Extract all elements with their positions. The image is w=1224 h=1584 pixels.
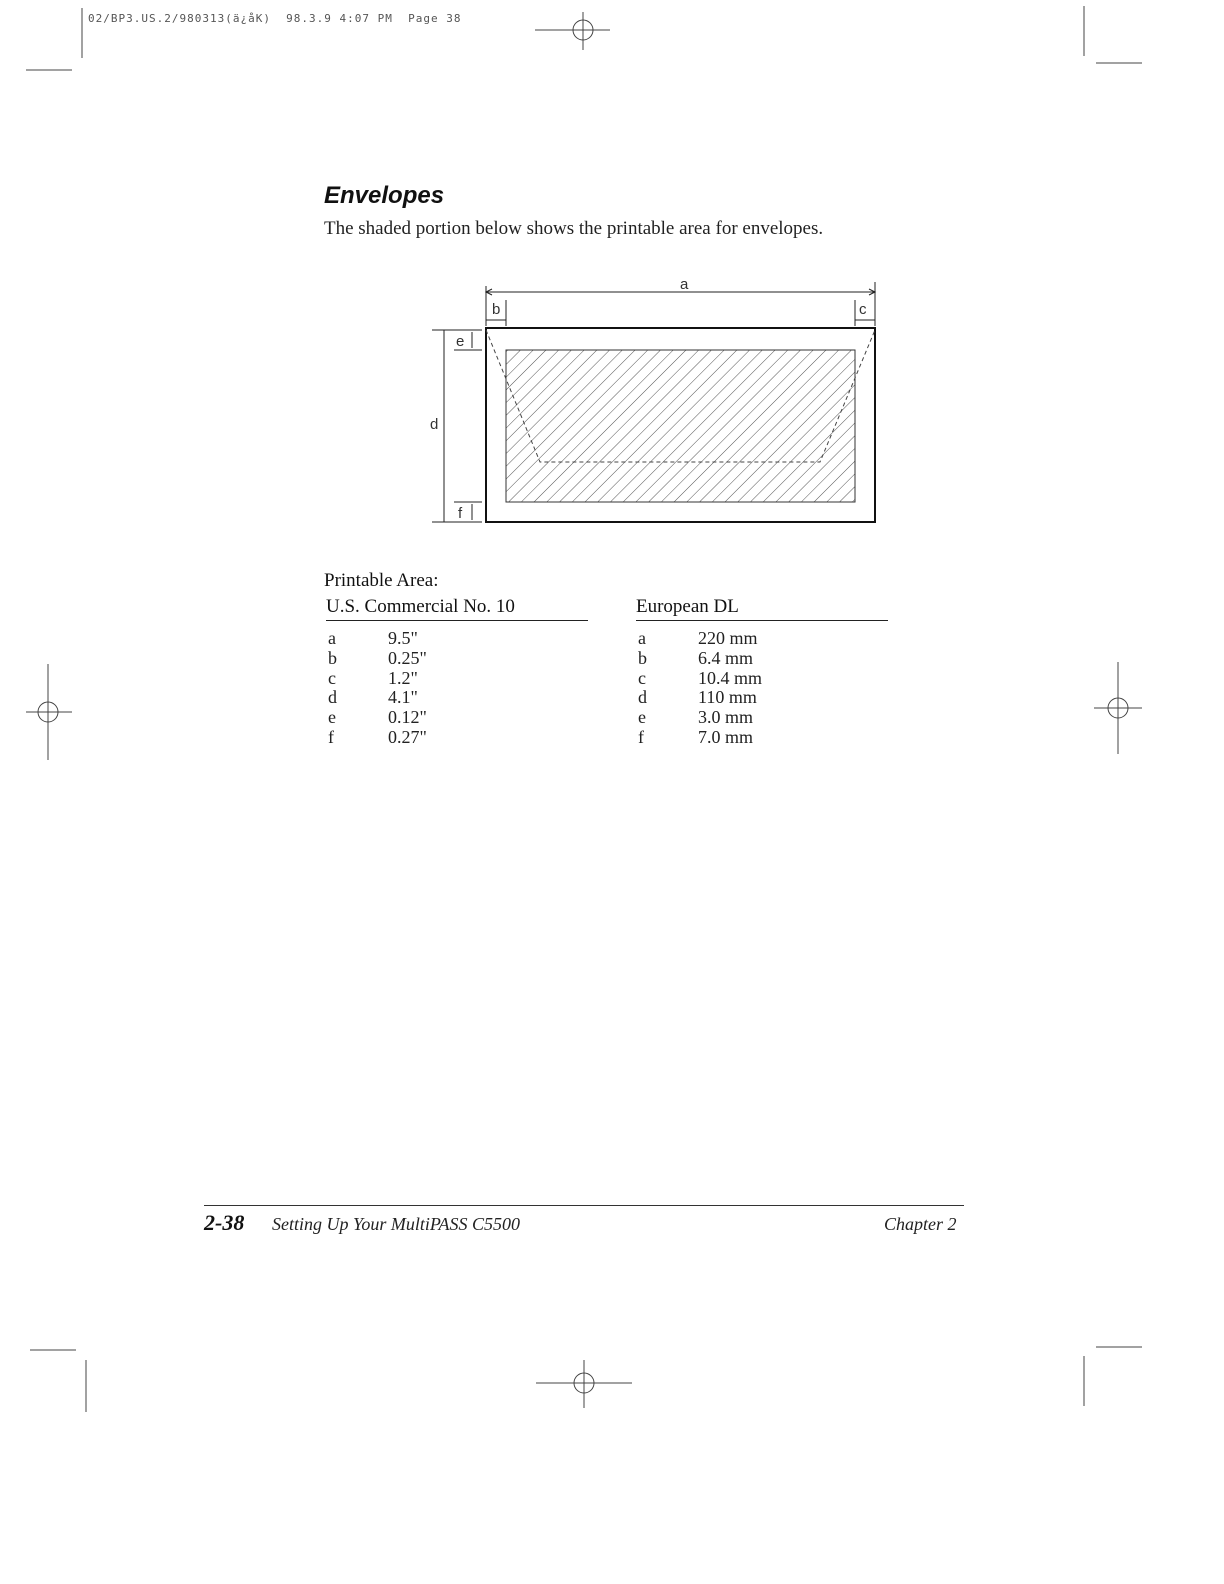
spec-table-us (326, 596, 588, 748)
spec-row (326, 649, 588, 669)
envelope-diagram (420, 272, 890, 532)
registration-mark-bottom (536, 1360, 632, 1408)
label-b: b (492, 301, 501, 318)
spec-row (636, 688, 888, 708)
chapter-label: Chapter 2 (884, 1214, 957, 1234)
dimension-d (432, 330, 482, 522)
spec-value: 4.1" (388, 687, 418, 708)
registration-mark-top (535, 12, 610, 50)
spec-value: 3.0 mm (698, 707, 754, 728)
spec-value: 0.25" (388, 647, 427, 668)
spec-table-eu (636, 596, 888, 748)
spec-value: 220 mm (698, 628, 758, 648)
printable-area (506, 350, 855, 502)
spec-value: 6.4 mm (698, 647, 754, 668)
spec-key: c (328, 667, 336, 688)
spec-row (636, 649, 888, 669)
spec-row (326, 629, 588, 649)
spec-title: U.S. Commercial No. 10 (326, 596, 588, 621)
footer-rule (204, 1205, 964, 1206)
spec-row (636, 669, 888, 689)
spec-key: e (328, 707, 336, 728)
printable-area-label: Printable Area: (324, 570, 439, 591)
spec-key: b (638, 647, 647, 668)
spec-row (326, 728, 588, 748)
spec-row (326, 688, 588, 708)
spec-key: c (638, 667, 646, 688)
spec-key: e (638, 707, 646, 728)
spec-value: 7.0 mm (698, 726, 754, 747)
label-e: e (456, 333, 465, 350)
spec-row (636, 728, 888, 748)
spec-key: a (328, 628, 336, 648)
spec-row (326, 669, 588, 689)
spec-key: d (328, 687, 337, 708)
label-a: a (680, 276, 689, 293)
label-d: d (430, 416, 439, 433)
spec-title: European DL (636, 596, 888, 621)
spec-value: 110 mm (698, 687, 757, 708)
spec-value: 10.4 mm (698, 667, 763, 688)
spec-value: 0.12" (388, 707, 427, 728)
spec-row (326, 708, 588, 728)
registration-mark-left (26, 664, 72, 760)
spec-value: 0.27" (388, 726, 427, 747)
spec-row (636, 708, 888, 728)
intro-paragraph: The shaded portion below shows the printable area for envelopes. (324, 218, 824, 239)
spec-key: d (638, 687, 647, 708)
book-title: Setting Up Your MultiPASS C5500 (272, 1214, 521, 1234)
section-heading: Envelopes (324, 182, 445, 209)
label-f: f (458, 505, 463, 522)
spec-key: b (328, 647, 337, 668)
spec-value: 1.2" (388, 667, 418, 688)
page-number: 2-38 (204, 1210, 245, 1235)
spec-key: a (638, 628, 646, 648)
spec-row (636, 629, 888, 649)
print-slug: 02/BP3.US.2/980313(ä¿åK) 98.3.9 4:07 PM Page 38 (88, 12, 462, 25)
registration-mark-right (1094, 662, 1142, 754)
spec-key: f (328, 726, 334, 747)
spec-value: 9.5" (388, 628, 418, 648)
label-c: c (859, 301, 867, 318)
spec-key: f (638, 726, 644, 747)
